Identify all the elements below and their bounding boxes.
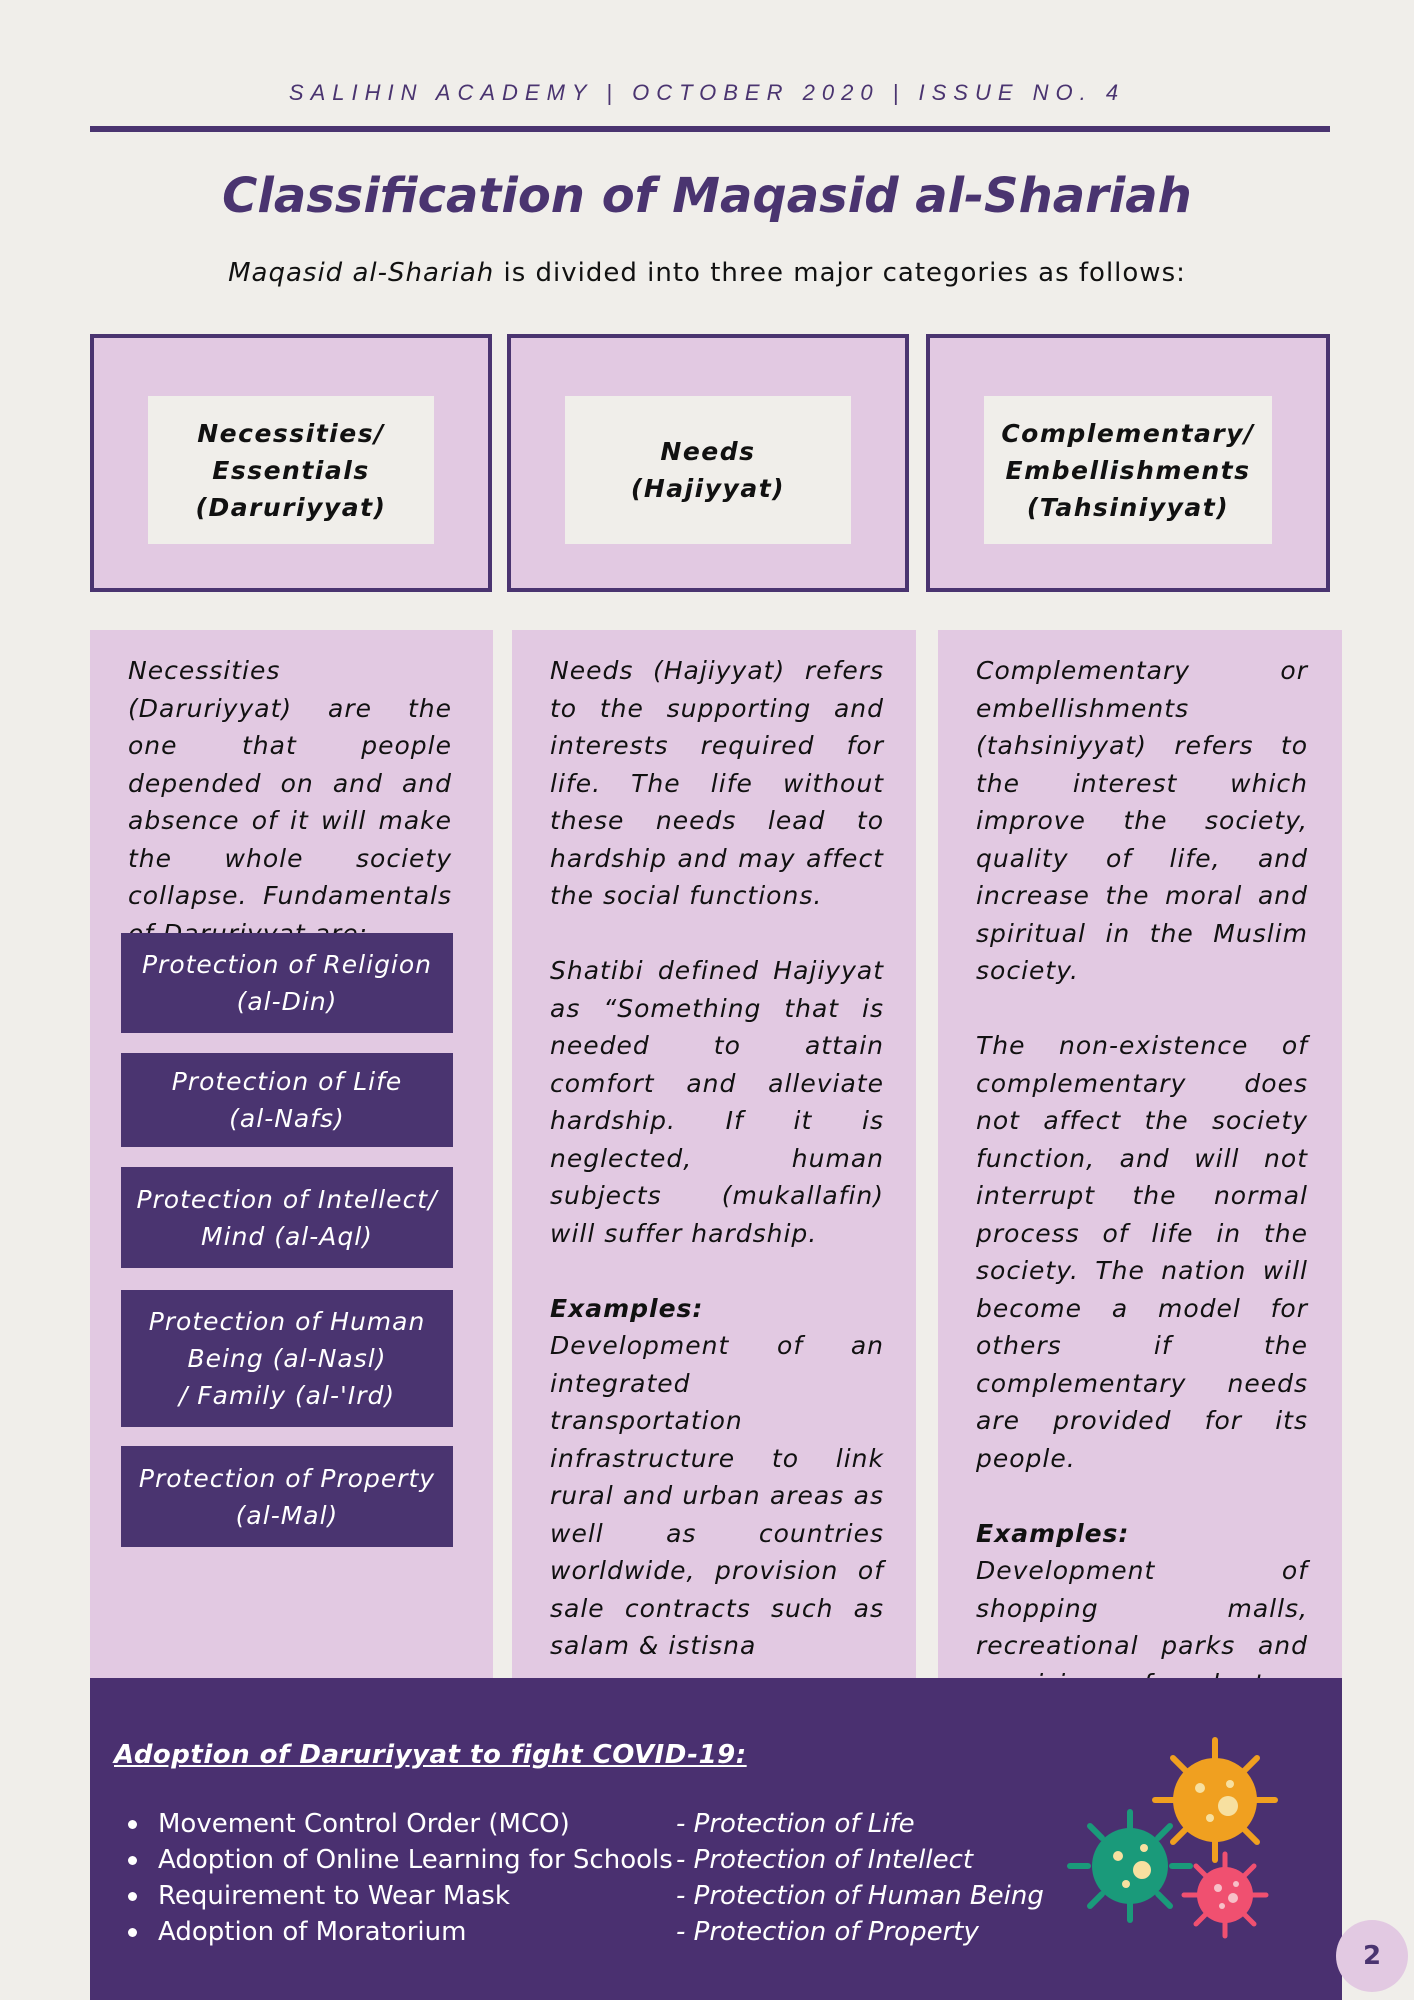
needs-paragraph-2: Shatibi defined Hajiyyat as “Something that is needed to attain comfort and alleviate hardship. If it is neglected, human subjects (mukallafin) will suffer hardship. xyxy=(550,956,884,1248)
issue-header: SALIHIN ACADEMY | OCTOBER 2020 | ISSUE NO. 4 xyxy=(288,80,1126,105)
category-label-needs: Needs (Hajiyyat) xyxy=(565,396,851,544)
page-subtitle xyxy=(0,258,1414,288)
header-rule xyxy=(90,126,1330,132)
category-label-complementary: Complementary/ Embellishments (Tahsiniyyat) xyxy=(984,396,1272,544)
list-item: Requirement to Wear Mask xyxy=(114,1878,673,1914)
protection-human-being: Protection of Human Being (al-Nasl) / Family (al-'Ird) xyxy=(121,1290,453,1427)
subtitle-emphasis: Maqasid al-Shariah xyxy=(228,258,495,288)
protection-religion: Protection of Religion (al-Din) xyxy=(121,933,453,1033)
complementary-paragraph-2: The non-existence of complementary does not affect the society function, and will not interrupt the normal process of life in the society. The nation will become a model for others if the complementary needs are provided for its people. xyxy=(976,1031,1308,1473)
needs-examples: Development of an integrated transportation infrastructure to link rural and urban areas as well as countries worldwide, provision of sale contracts such as salam & istisna xyxy=(550,1331,884,1660)
protection-life: Protection of Life (al-Nafs) xyxy=(121,1053,453,1147)
needs-examples-label: Examples: xyxy=(550,1293,704,1323)
protection-property: Protection of Property (al-Mal) xyxy=(121,1446,453,1547)
category-box-complementary xyxy=(926,334,1330,592)
page-title: Classification of Maqasid al-Shariah xyxy=(222,168,1192,224)
necessities-intro: Necessities (Daruriyyat) are the one that people depended on and and absence of it will make the whole society collapse. Fundamentals xyxy=(128,656,452,910)
subtitle-text: is divided into three major categories as follows: xyxy=(494,258,1186,288)
list-item: Movement Control Order (MCO) xyxy=(114,1806,673,1842)
virus-icon xyxy=(1060,1730,1280,1950)
category-box-needs xyxy=(507,334,909,592)
needs-column xyxy=(512,630,916,1680)
list-item: - Protection of Life xyxy=(676,1809,915,1839)
complementary-examples-label: Examples: xyxy=(976,1518,1130,1548)
covid-title: Adoption of Daruriyyat to fight COVID-19: xyxy=(114,1740,747,1770)
list-item: - Protection of Property xyxy=(676,1917,979,1947)
category-box-necessities xyxy=(90,334,492,592)
covid-measures-list xyxy=(114,1806,673,1950)
list-item: Adoption of Moratorium xyxy=(114,1914,673,1950)
complementary-paragraph-1: Complementary or embellishments (tahsiniyyat) refers to the interest which improve the society, quality of life, and increase the moral and spiritual in the Muslim society. xyxy=(976,656,1308,985)
list-item: Adoption of Online Learning for Schools xyxy=(114,1842,673,1878)
complementary-examples: Development of shopping malls, recreational parks and xyxy=(976,1556,1308,1660)
needs-text xyxy=(550,652,884,1665)
list-item: - Protection of Human Being xyxy=(676,1881,1044,1911)
category-label-necessities: Necessities/ Essentials (Daruriyyat) xyxy=(148,396,434,544)
protection-intellect: Protection of Intellect/ Mind (al-Aql) xyxy=(121,1167,453,1268)
complementary-column xyxy=(938,630,1342,1680)
complementary-text xyxy=(976,652,1308,1777)
covid-protections-list xyxy=(676,1806,1044,1950)
needs-paragraph-1: Needs (Hajiyyat) refers to the supporting and interests required for life. The life without these needs lead to hardship and may affect the social functions. xyxy=(550,656,884,910)
page-number: 2 xyxy=(1336,1920,1408,1992)
list-item: - Protection of Intellect xyxy=(676,1845,974,1875)
